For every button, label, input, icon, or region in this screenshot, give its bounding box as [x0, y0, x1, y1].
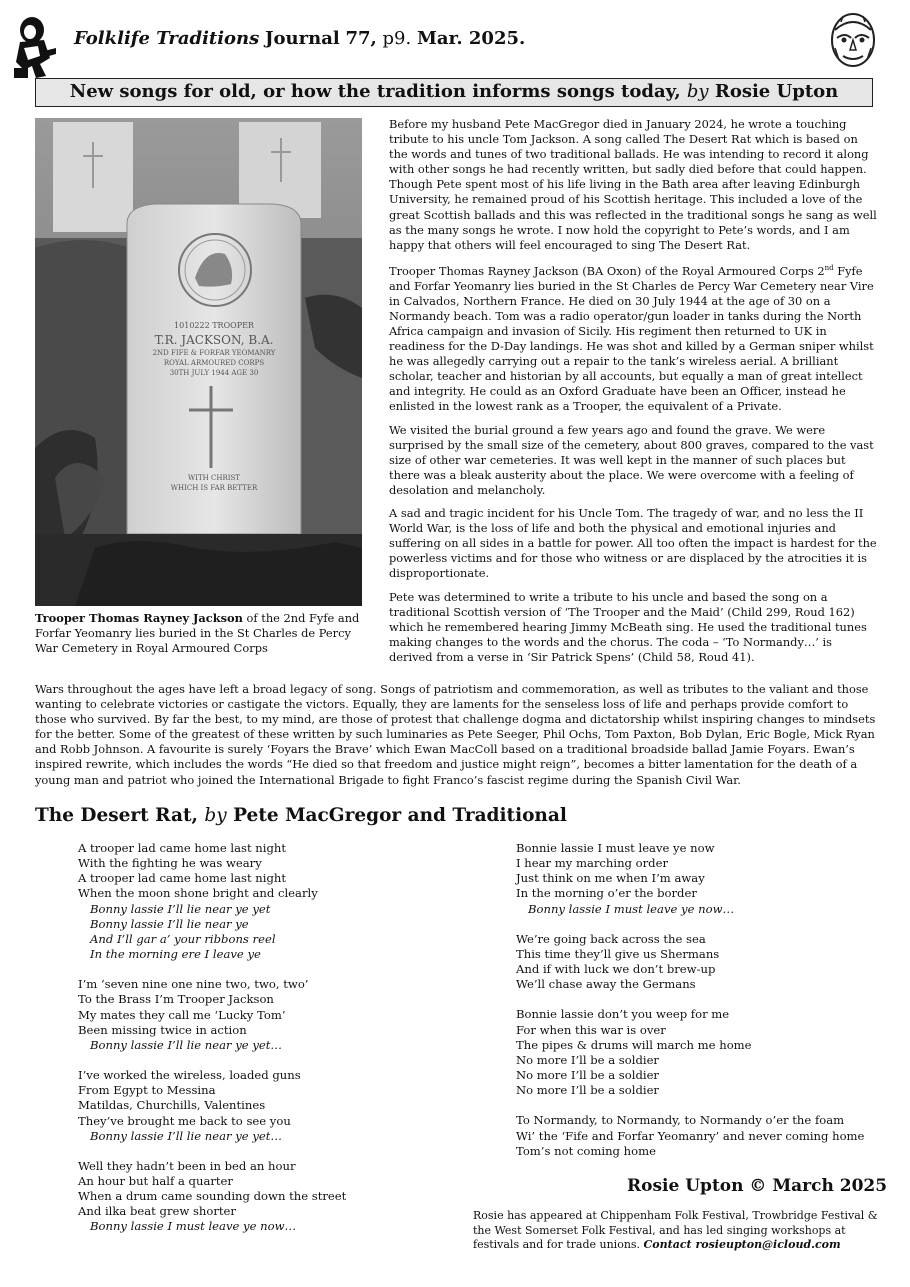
caption-text: of the 2nd Fyfe and Forfar Yeomanry lies buried in the St Charles de Percy War Cemetery in Royal Armoured Corps	[35, 611, 360, 655]
green-man-mask-icon	[829, 12, 877, 68]
chorus-line: Bonny lassie I must leave ye now…	[90, 1219, 297, 1234]
lyric-line: Tom’s not coming home	[516, 1143, 656, 1158]
lyric-line: To Normandy, to Normandy, to Normandy o’er the foam	[516, 1113, 845, 1128]
caption-bold: Trooper Thomas Rayney Jackson	[35, 611, 243, 625]
stanza-2	[78, 977, 478, 1053]
paragraph-5: Pete was determined to write a tribute to his uncle and based the song on a traditional Scottish version of ‘The Trooper and the Maid’ (Child 299, Roud 162) which he remembered hearing Jimmy McBeath sing. He used the traditional tunes making changes to the words and the chorus. The coda – ‘To Normandy…’ is derived from a verse in ‘Sir Patrick Spens’ (Child 58, Roud 41).	[389, 589, 867, 664]
paragraph-2-rest: Fyfe and Forfar Yeomanry lies buried in the St Charles de Percy War Cemetery near Vire in Calvados, Northern France. He died on 30 July 1944 at the age of 30 on a Normandy beach. Tom was a radio operator/gun loader in tanks during the North Africa campaign and invasion of Sicily. His regiment then returned to UK in readiness for the D-Day landings. He was shot and killed by a German sniper whilst he was allegedly carrying out a repair to the tank’s wireless aerial. A brilliant scholar, teacher and historian by all accounts, but equally a man of great intellect and integrity. He could as an Oxford Graduate have been an Officer, instead he enlisted in the lowest rank as a Trooper, the equivalent of a Private.	[389, 263, 874, 414]
song-lyrics-left	[78, 841, 478, 1250]
lyric-line: We’ll chase away the Germans	[516, 977, 696, 992]
lyric-line: In the morning o’er the border	[516, 886, 697, 901]
lyric-line: Wi’ the ‘Fife and Forfar Yeomanry’ and never coming home	[516, 1128, 865, 1143]
lyric-line: We’re going back across the sea	[516, 931, 706, 946]
contact-email[interactable]: Contact rosieupton@icloud.com	[643, 1238, 841, 1252]
lyric-line: They’ve brought me back to see you	[78, 1113, 291, 1128]
stanza-4	[78, 1159, 478, 1235]
lyric-line: No more I’ll be a soldier	[516, 1068, 659, 1083]
lyric-line: To the Brass I’m Trooper Jackson	[78, 992, 274, 1007]
article-author: Rosie Upton	[714, 81, 839, 102]
song-lyrics-right	[516, 841, 886, 1174]
lyric-line: From Egypt to Messina	[78, 1083, 216, 1098]
chorus-line: Bonny lassie I’ll lie near ye yet…	[90, 1128, 282, 1143]
lyric-line: A trooper lad came home last night	[78, 871, 287, 886]
stanza-6	[516, 932, 886, 993]
headstone-line: 30TH JULY 1944 AGE 30	[169, 369, 259, 377]
paragraph-2-start: Trooper Thomas Rayney Jackson (BA Oxon) of the Royal Armoured Corps 2	[389, 263, 825, 278]
song-by: by	[204, 805, 227, 826]
lyric-line: This time they’ll give us Shermans	[516, 946, 720, 961]
article-title: New songs for old, or how the tradition informs songs today,	[69, 81, 681, 102]
chorus-line: In the morning ere I leave ye	[90, 947, 261, 962]
lyric-line: The pipes & drums will march me home	[516, 1037, 752, 1052]
paragraph-2-sup: nd	[824, 263, 834, 272]
issue-date: Mar. 2025.	[416, 28, 526, 49]
lyric-line: And ilka beat grew shorter	[78, 1204, 236, 1219]
lyric-line: Well they hadn’t been in bed an hour	[78, 1158, 296, 1173]
headstone-line: 2ND FIFE & FORFAR YEOMANRY	[152, 349, 276, 357]
author-bio	[473, 1209, 883, 1253]
lyric-line: Matildas, Churchills, Valentines	[78, 1098, 266, 1113]
headstone-line: ROYAL ARMOURED CORPS	[163, 359, 265, 367]
lyric-line: With the fighting he was weary	[78, 856, 262, 871]
bio-text: Rosie has appeared at Chippenham Folk Festival, Trowbridge Festival & the West Somerset Folk Festival, and has led singing workshops at festivals and for trade unions.	[473, 1209, 878, 1252]
photo-caption	[35, 611, 365, 656]
lyric-line: No more I’ll be a soldier	[516, 1052, 659, 1067]
song-title	[35, 804, 567, 828]
page-number: p9.	[382, 28, 412, 49]
lyric-line: When the moon shone bright and clearly	[78, 886, 318, 901]
song-author: Pete MacGregor and Traditional	[233, 805, 567, 826]
lyric-line: Bonnie lassie I must leave ye now	[516, 841, 715, 855]
paragraph-2	[389, 261, 879, 415]
article-title-bar	[35, 78, 873, 107]
paragraph-1: Before my husband Pete MacGregor died in January 2024, he wrote a touching tribute to his uncle Tom Jackson. A song called The Desert Rat which is based on the words and tunes of two traditional ballads. He was intending to record it along with other songs he had recently written, but sadly died before that could happen. Though Pete spent most of his life living in the Bath area after leaving Edinburgh University, he remained proud of his Scottish heritage. This included a love of the great Scottish ballads and this was reflected in the traditional songs he sang as well as the many songs he wrote. I now hold the copyright to Pete’s words, and I am happy that others will feel encouraged to sing The Desert Rat.	[389, 117, 877, 252]
lyric-line: I’ve worked the wireless, loaded guns	[78, 1068, 301, 1083]
article-by: by	[686, 81, 709, 102]
paragraph-4: A sad and tragic incident for his Uncle Tom. The tragedy of war, and no less the II World War, is the loss of life and both the physical and emotional injuries and suffering on all sides in a battle for power. All too often the impact is hardest for the powerless victims and for those who witness or are displaced by the atrocities it is disproportionate.	[389, 506, 877, 581]
headstone-epitaph: WHICH IS FAR BETTER	[170, 484, 258, 492]
lyric-line: My mates they call me ‘Lucky Tom’	[78, 1007, 286, 1022]
chorus-line: Bonny lassie I’ll lie near ye yet	[90, 901, 271, 916]
lyric-line: For when this war is over	[516, 1022, 666, 1037]
lyric-line: An hour but half a quarter	[78, 1173, 233, 1188]
song-title-text: The Desert Rat,	[35, 805, 198, 826]
stanza-5	[516, 841, 886, 917]
headstone-epitaph: WITH CHRIST	[188, 474, 240, 482]
lyric-line: A trooper lad came home last night	[78, 841, 287, 855]
headstone-line: T.R. JACKSON, B.A.	[154, 333, 274, 347]
lyric-line: I’m ‘seven nine one nine two, two, two’	[78, 977, 309, 992]
stanza-3	[78, 1068, 478, 1144]
stanza-7	[516, 1007, 886, 1098]
paragraph-6: Wars throughout the ages have left a broad legacy of song. Songs of patriotism and commemoration, as well as tributes to the valiant and those wanting to celebrate victories or castigate the victors. Equally, they are laments for the senseless loss of life and perhaps provide comfort to those who survived. By far the best, to my mind, are those of protest that challenge dogma and dictatorship whilst inspiring changes to mindsets for the better. Some of the greatest of these written by such luminaries as Pete Seeger, Phil Ochs, Tom Paxton, Bob Dylan, Eric Bogle, Mick Ryan and Robb Johnson. A favourite is surely ‘Foyars the Brave’ which Ewan MacColl based on a traditional broadside ballad Jamie Foyars. Ewan’s inspired rewrite, which includes the words “He died so that freedom and justice might reign”, becomes a bitter lamentation for the death of a young man and patriot who joined the International Brigade to fight Franco’s fascist regime during the Spanish Civil War.	[35, 682, 876, 787]
article-right-column	[389, 117, 879, 673]
lyric-line: No more I’ll be a soldier	[516, 1083, 659, 1098]
chorus-line: Bonny lassie I’ll lie near ye yet…	[90, 1037, 282, 1052]
lyric-line: And if with luck we don’t brew-up	[516, 962, 716, 977]
journal-name: Folklife Traditions	[74, 28, 260, 49]
headstone-photo	[35, 118, 362, 606]
chorus-line: Bonny lassie I’ll lie near ye	[90, 916, 249, 931]
chorus-line: Bonny lassie I must leave ye now…	[528, 901, 735, 916]
journal-header	[74, 28, 525, 50]
folklife-logo-icon	[10, 12, 60, 80]
stanza-1	[78, 841, 478, 962]
paragraph-3: We visited the burial ground a few years ago and found the grave. We were surprised by the small size of the cemetery, about 800 graves, compared to the vast size of other war cemeteries. It was well kept in the manner of such places but there was a bleak austerity about the place. We were overcome with a feeling of desolation and melancholy.	[389, 422, 874, 497]
lyric-line: Just think on me when I’m away	[516, 871, 705, 886]
headstone-line: 1010222 TROOPER	[174, 321, 254, 330]
chorus-line: And I’ll gar a’ your ribbons reel	[90, 931, 276, 946]
author-signature: Rosie Upton © March 2025	[627, 1176, 888, 1196]
lyric-line: Been missing twice in action	[78, 1022, 247, 1037]
lyric-line: I hear my marching order	[516, 856, 668, 871]
journal-word: Journal	[265, 28, 340, 49]
stanza-8	[516, 1113, 886, 1158]
lyric-line: Bonnie lassie don’t you weep for me	[516, 1007, 730, 1022]
issue-number: 77,	[345, 28, 377, 49]
lyric-line: When a drum came sounding down the street	[78, 1189, 347, 1204]
